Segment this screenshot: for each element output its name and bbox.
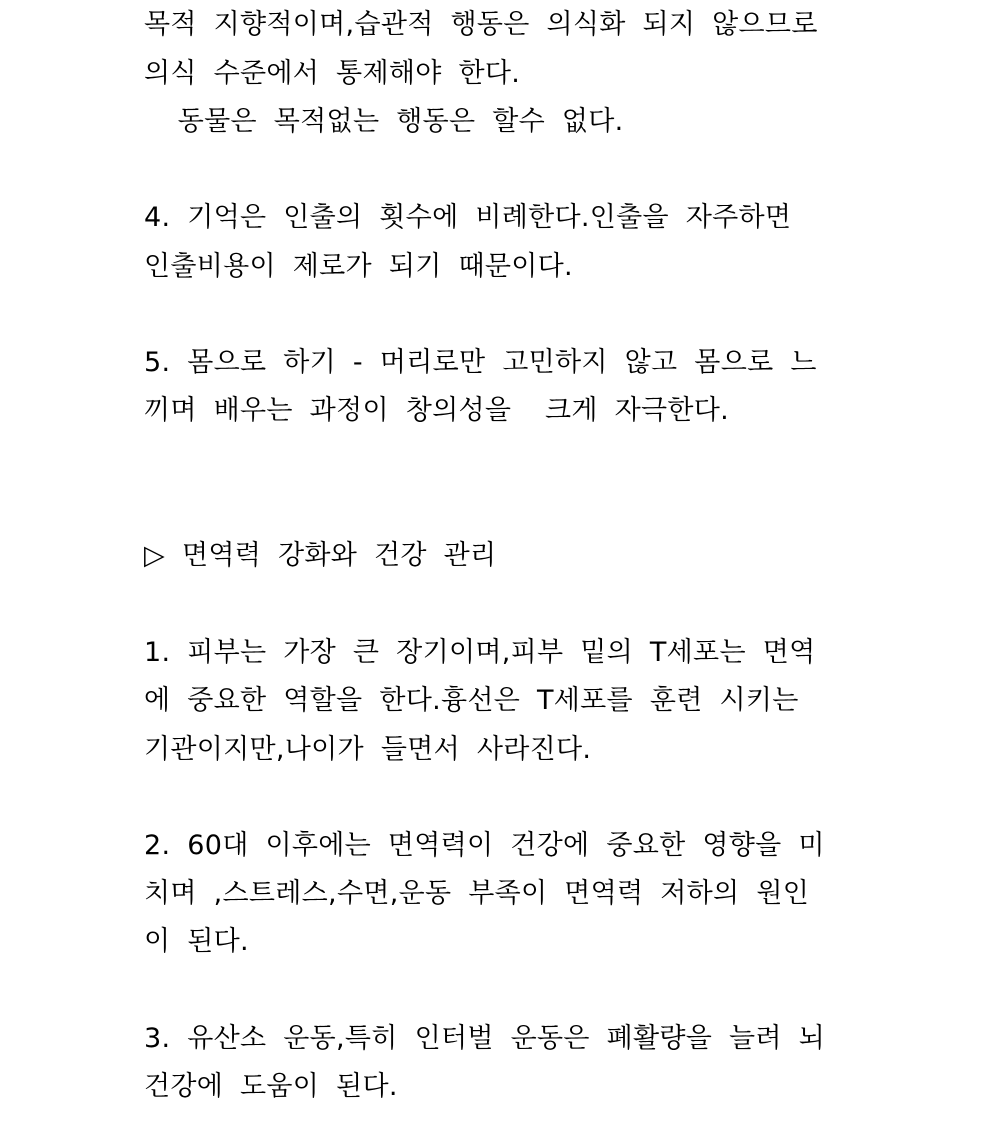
paragraph-line: 동물은 목적없는 행동은 할수 없다. (144, 106, 624, 137)
paragraph-line: 기관이지만,나이가 들면서 사라진다. (144, 734, 592, 765)
paragraph-line: 3. 유산소 운동,특히 인터벌 운동은 폐활량을 늘려 뇌 (144, 1023, 826, 1054)
paragraph-line: 치며 ,스트레스,수면,운동 부족이 면역력 저하의 원인 (144, 878, 810, 909)
paragraph-line: 2. 60대 이후에는 면역력이 건강에 중요한 영향을 미 (144, 830, 825, 861)
section-heading: ▷ 면역력 강화와 건강 관리 (144, 540, 497, 571)
paragraph-line: 1. 피부는 가장 큰 장기이며,피부 밑의 T세포는 면역 (144, 637, 816, 668)
paragraph-line: 끼며 배우는 과정이 창의성을 크게 자극한다. (144, 395, 730, 426)
paragraph-line: 5. 몸으로 하기 - 머리로만 고민하지 않고 몸으로 느 (144, 347, 817, 378)
paragraph-line: 건강에 도움이 된다. (144, 1071, 398, 1102)
paragraph-line: 에 중요한 역할을 한다.흉선은 T세포를 훈련 시키는 (144, 685, 799, 716)
paragraph-line: 4. 기억은 인출의 횟수에 비례한다.인출을 자주하면 (144, 202, 792, 233)
paragraph-line: 의식 수준에서 통제해야 한다. (144, 58, 521, 89)
paragraph-line: 인출비용이 제로가 되기 때문이다. (144, 251, 573, 282)
paragraph-line: 이 된다. (144, 926, 249, 957)
paragraph-line: 목적 지향적이며,습관적 행동은 의식화 되지 않으므로 (144, 9, 818, 40)
